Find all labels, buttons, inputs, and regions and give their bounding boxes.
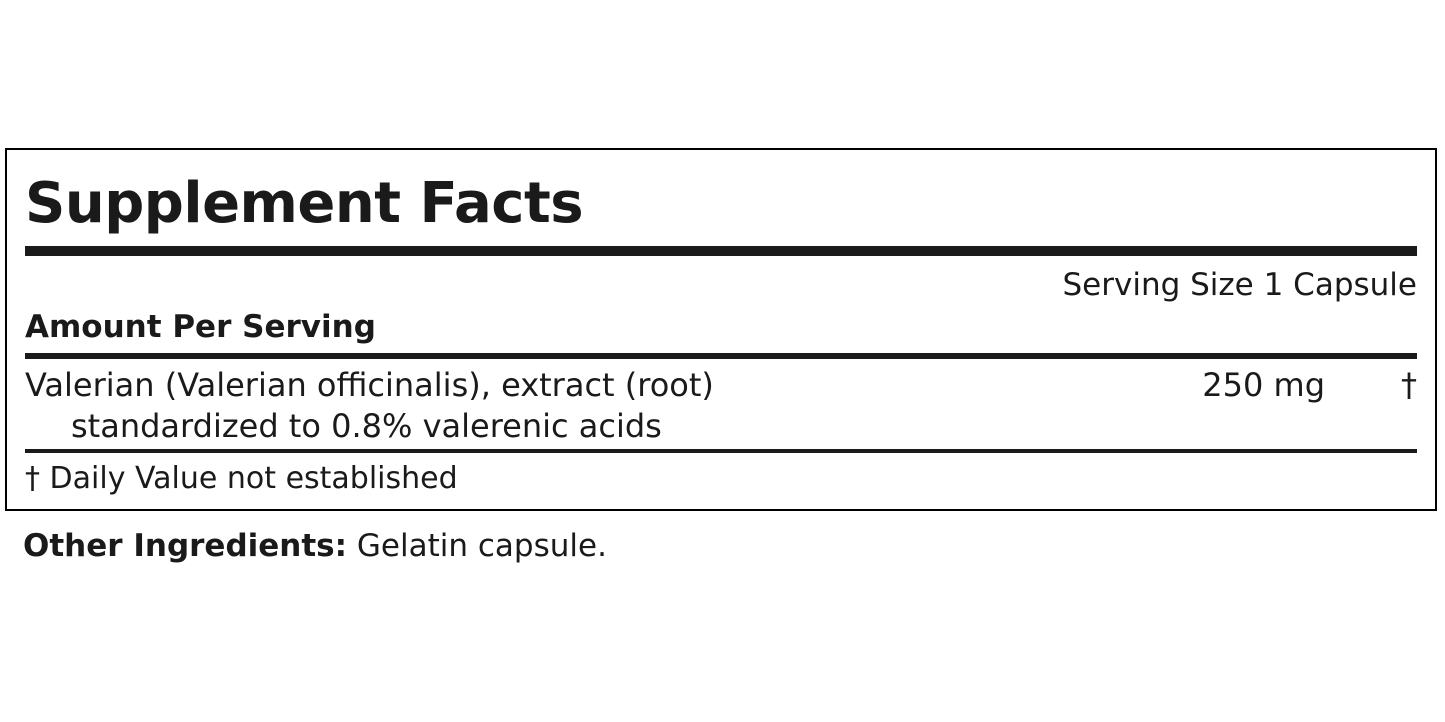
divider-under-title: [25, 246, 1417, 256]
daily-value-footnote: † Daily Value not established: [25, 461, 458, 497]
amount-per-serving-heading: Amount Per Serving: [25, 308, 376, 345]
supplement-facts-panel: [5, 148, 1437, 511]
other-ingredients-value: Gelatin capsule.: [356, 528, 607, 564]
other-ingredients: [23, 528, 607, 565]
serving-size-text: Serving Size 1 Capsule: [1062, 267, 1417, 303]
other-ingredients-label: Other Ingredients:: [23, 528, 348, 564]
table-row: [25, 359, 1417, 449]
nutrient-name-secondary: standardized to 0.8% valerenic acids: [71, 407, 662, 446]
page-title: Supplement Facts: [25, 171, 584, 236]
nutrient-name: [25, 365, 1135, 447]
nutrient-name-primary: Valerian (Valerian officinalis), extract (root): [25, 366, 714, 405]
nutrient-daily-value: †: [1401, 366, 1417, 405]
nutrient-amount: 250 mg: [1202, 366, 1325, 405]
